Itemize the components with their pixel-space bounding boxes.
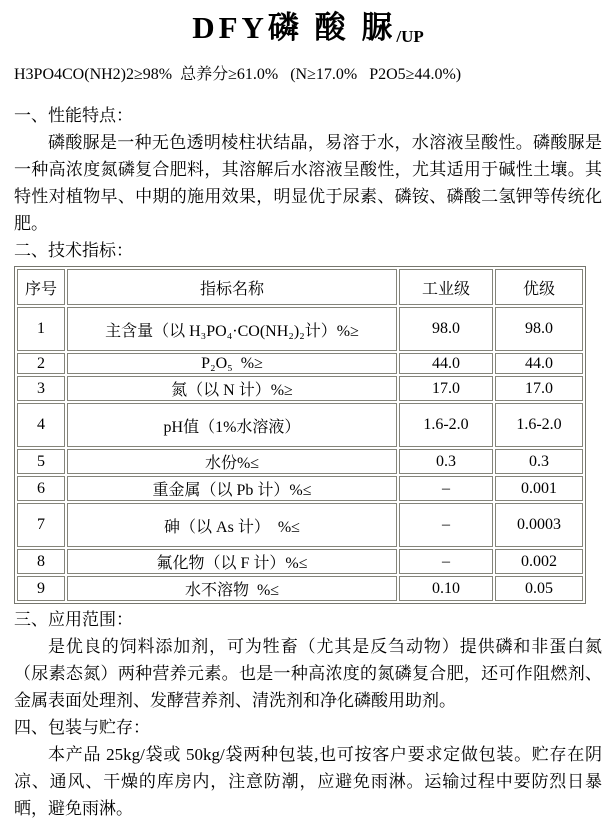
spec-table xyxy=(14,266,586,604)
cell-industrial: – xyxy=(399,549,493,574)
cell-industrial: 0.3 xyxy=(399,449,493,474)
col-header-premium: 优级 xyxy=(495,269,583,305)
section-heading-application: 三、应用范围： xyxy=(14,610,133,629)
cell-indicator: 水不溶物 %≤ xyxy=(67,576,397,601)
cell-industrial: 0.10 xyxy=(399,576,493,601)
cell-premium: 1.6-2.0 xyxy=(495,403,583,447)
section-heading-packaging: 四、包装与贮存： xyxy=(14,718,150,737)
table-row xyxy=(17,376,583,401)
cell-premium: 0.05 xyxy=(495,576,583,601)
product-title-suffix: /UP xyxy=(396,27,424,46)
cell-index: 8 xyxy=(17,549,65,574)
col-header-indicator: 指标名称 xyxy=(67,269,397,305)
cell-industrial: 44.0 xyxy=(399,353,493,374)
cell-indicator: 主含量（以 H₃PO₄·CO(NH₂)₂计）%≥ xyxy=(67,307,397,351)
cell-industrial: 1.6-2.0 xyxy=(399,403,493,447)
table-row xyxy=(17,503,583,547)
cell-index: 1 xyxy=(17,307,65,351)
cell-premium: 44.0 xyxy=(495,353,583,374)
cell-premium: 0.0003 xyxy=(495,503,583,547)
cell-index: 5 xyxy=(17,449,65,474)
table-row xyxy=(17,549,583,574)
col-header-industrial: 工业级 xyxy=(399,269,493,305)
section-body-application: 是优良的饲料添加剂，可为牲畜（尤其是反刍动物）提供磷和非蛋白氮（尿素态氮）两种营养元素。也是一种高浓度的氮磷复合肥，还可作阻燃剂、金属表面处理剂、发酵营养剂、清洗剂和净化磷酸用助剂。 xyxy=(14,637,602,710)
cell-index: 4 xyxy=(17,403,65,447)
table-row xyxy=(17,476,583,501)
cell-industrial: 17.0 xyxy=(399,376,493,401)
cell-premium: 0.3 xyxy=(495,449,583,474)
table-row xyxy=(17,449,583,474)
section-heading-specs: 二、技术指标： xyxy=(14,241,133,260)
cell-index: 6 xyxy=(17,476,65,501)
cell-index: 9 xyxy=(17,576,65,601)
cell-premium: 17.0 xyxy=(495,376,583,401)
section-heading-performance: 一、性能特点： xyxy=(14,106,133,125)
table-header-row xyxy=(17,269,583,305)
cell-indicator: 重金属（以 Pb 计）%≤ xyxy=(67,476,397,501)
cell-premium: 0.001 xyxy=(495,476,583,501)
page-title xyxy=(14,6,602,52)
section-body-performance: 磷酸脲是一种无色透明棱柱状结晶，易溶于水，水溶液呈酸性。磷酸脲是一种高浓度氮磷复合肥料，其溶解后水溶液呈酸性，尤其适用于碱性土壤。其特性对植物早、中期的施用效果，明显优于尿素、磷铵、磷酸二氢钾等传统化肥。 xyxy=(14,133,602,233)
cell-industrial: – xyxy=(399,476,493,501)
section-body-packaging: 本产品 25kg/袋或 50kg/袋两种包装,也可按客户要求定做包装。贮存在阴凉、通风、干燥的库房内，注意防潮，应避免雨淋。运输过程中要防烈日暴晒，避免雨淋。 xyxy=(14,745,602,818)
cell-indicator: 砷（以 As 计） %≤ xyxy=(67,503,397,547)
cell-industrial: – xyxy=(399,503,493,547)
cell-index: 2 xyxy=(17,353,65,374)
table-row xyxy=(17,576,583,601)
col-header-index: 序号 xyxy=(17,269,65,305)
table-row xyxy=(17,353,583,374)
table-row xyxy=(17,307,583,351)
cell-premium: 98.0 xyxy=(495,307,583,351)
cell-indicator: 氮（以 N 计）%≥ xyxy=(67,376,397,401)
cell-index: 3 xyxy=(17,376,65,401)
product-title: DFY磷 酸 脲 xyxy=(192,10,397,45)
cell-premium: 0.002 xyxy=(495,549,583,574)
cell-indicator: 氟化物（以 F 计）%≤ xyxy=(67,549,397,574)
table-row xyxy=(17,403,583,447)
cell-indicator: pH值（1%水溶液） xyxy=(67,403,397,447)
cell-index: 7 xyxy=(17,503,65,547)
cell-industrial: 98.0 xyxy=(399,307,493,351)
cell-indicator: 水份%≤ xyxy=(67,449,397,474)
formula-line: H3PO4CO(NH2)2≥98% 总养分≥61.0% (N≥17.0% P2O5≥44.0%) xyxy=(14,66,462,83)
cell-indicator: P₂O₅ %≥ xyxy=(67,353,397,374)
